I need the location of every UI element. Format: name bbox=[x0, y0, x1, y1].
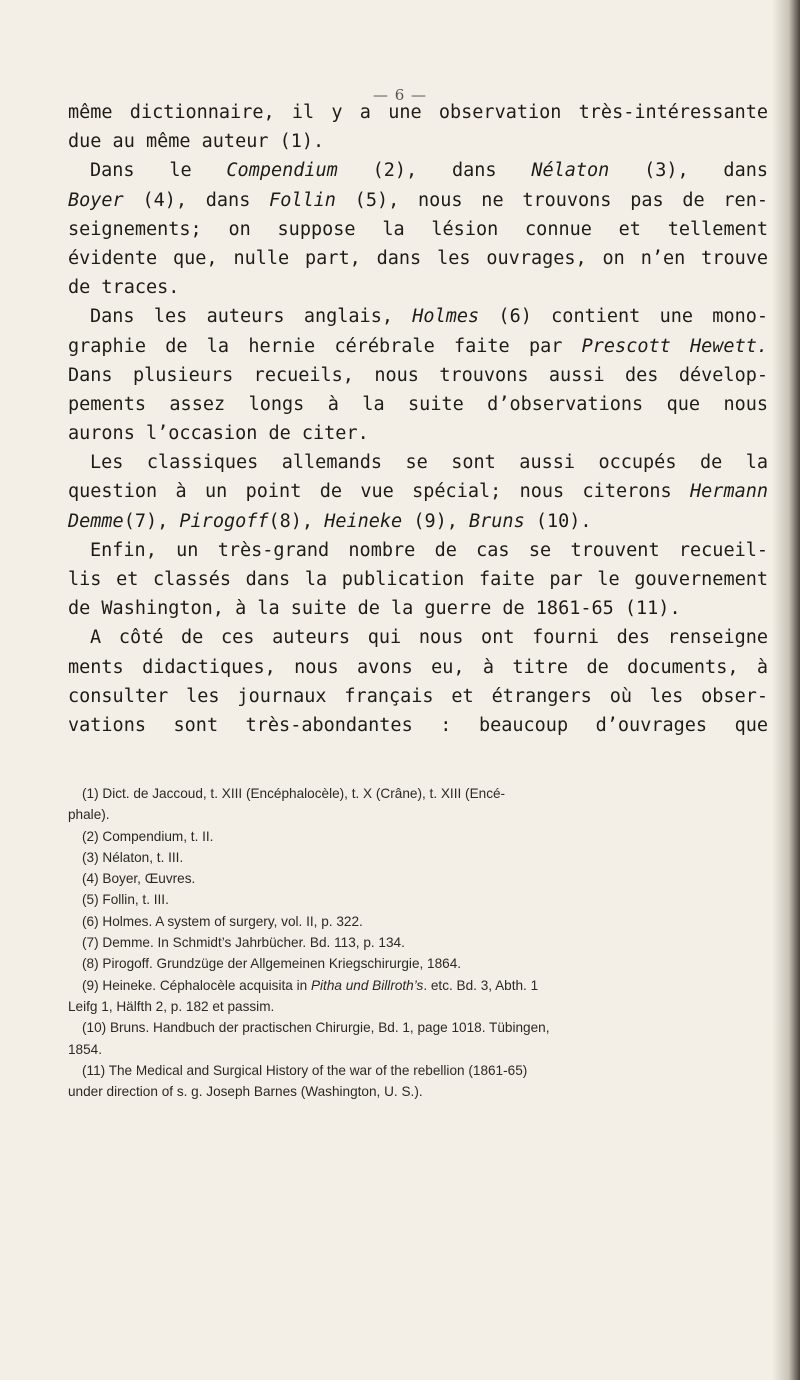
text-segment: (5) Follin, t. III. bbox=[82, 892, 169, 908]
text-segment: Les classiques allemands se sont aussi occupés de la bbox=[90, 452, 768, 474]
italic-text: Pitha und Billroth’s bbox=[310, 977, 424, 993]
page-edge-shadow bbox=[772, 0, 800, 1380]
footnote-line bbox=[68, 868, 768, 889]
text-segment: (4), dans bbox=[123, 189, 270, 211]
footnotes bbox=[68, 783, 768, 1102]
text-line bbox=[68, 390, 768, 419]
text-line bbox=[68, 186, 768, 215]
text-segment: (7), bbox=[123, 510, 180, 532]
text-segment: Dans le bbox=[90, 160, 227, 182]
text-segment: graphie de la hernie cérébrale faite par bbox=[68, 335, 582, 357]
text-line bbox=[68, 507, 768, 536]
text-line bbox=[68, 419, 768, 448]
text-line bbox=[68, 682, 768, 711]
text-line bbox=[68, 302, 768, 331]
text-segment: (8) Pirogoff. Grundzüge der Allgemeinen Kriegschirurgie, 1864. bbox=[82, 956, 462, 972]
text-segment: consulter les journaux français et étrangers où les obser- bbox=[68, 685, 768, 707]
italic-text: Boyer bbox=[68, 189, 124, 211]
text-segment: question à un point de vue spécial; nous citerons bbox=[68, 481, 691, 503]
italic-text: Pirogoff bbox=[179, 510, 269, 532]
italic-text: Nélaton bbox=[531, 160, 610, 182]
text-segment: vations sont très-abondantes : beaucoup d’ouvrages que bbox=[68, 714, 768, 736]
text-line bbox=[68, 448, 768, 477]
text-segment: (4) Boyer, Œuvres. bbox=[82, 871, 196, 887]
text-segment: (10). bbox=[524, 510, 592, 532]
text-segment: A côté de ces auteurs qui nous ont fourni des renseigne bbox=[90, 627, 768, 649]
text-line bbox=[68, 477, 768, 506]
text-line bbox=[68, 361, 768, 390]
text-line bbox=[68, 273, 768, 302]
text-segment: 1854. bbox=[68, 1041, 103, 1057]
footnote-line bbox=[68, 911, 768, 932]
text-segment: aurons l’occasion de citer. bbox=[68, 423, 369, 445]
text-segment: (9) Heineke. Céphalocèle acquisita in bbox=[82, 977, 311, 993]
italic-text: Holmes bbox=[412, 306, 480, 328]
text-segment: (3), dans bbox=[609, 160, 768, 182]
text-line bbox=[68, 711, 768, 740]
footnote-line bbox=[68, 889, 768, 910]
text-line bbox=[68, 332, 768, 361]
text-segment: même dictionnaire, il y a une observation très-intéressante bbox=[68, 102, 768, 123]
text-segment: (1) Dict. de Jaccoud, t. XIII (Encéphalocèle), t. X (Crâne), t. XIII (Encé- bbox=[82, 786, 506, 801]
text-segment: due au même auteur (1). bbox=[68, 131, 325, 153]
text-segment: (9), bbox=[402, 510, 470, 532]
text-segment: (10) Bruns. Handbuch der practischen Chirurgie, Bd. 1, page 1018. Tübingen, bbox=[82, 1020, 550, 1036]
text-line bbox=[68, 98, 768, 127]
text-line bbox=[68, 127, 768, 156]
text-segment: under direction of s. g. Joseph Barnes (Washington, U. S.). bbox=[68, 1084, 423, 1100]
footnote-line bbox=[68, 1039, 768, 1060]
text-segment: seignements; on suppose la lésion connue et tellement bbox=[68, 218, 768, 240]
text-segment: Leifg 1, Hälfth 2, p. 182 et passim. bbox=[68, 998, 275, 1014]
main-text bbox=[68, 98, 768, 740]
text-segment: lis et classés dans la publication faite par le gouvernement bbox=[68, 569, 768, 590]
text-segment: . etc. Bd. 3, Abth. 1 bbox=[423, 977, 539, 993]
text-segment: (2) Compendium, t. II. bbox=[82, 828, 214, 844]
text-line bbox=[68, 653, 768, 682]
text-segment: Enfin, un très-grand nombre de cas se trouvent recueil- bbox=[90, 539, 768, 561]
text-segment: (11) The Medical and Surgical History of the war of the rebellion (1861-65) bbox=[82, 1062, 528, 1078]
text-segment: (2), dans bbox=[337, 160, 532, 182]
text-line bbox=[68, 244, 768, 273]
footnote-line bbox=[68, 932, 768, 953]
footnote-line bbox=[68, 1081, 768, 1102]
text-segment: Dans les auteurs anglais, bbox=[90, 306, 413, 328]
text-segment: (8), bbox=[268, 510, 325, 532]
text-segment: Dans plusieurs recueils, nous trouvons aussi des dévelop- bbox=[68, 364, 768, 386]
italic-text: Bruns bbox=[469, 510, 525, 532]
italic-text: Prescott Hewett. bbox=[581, 335, 768, 357]
italic-text: Heineke bbox=[324, 510, 403, 532]
text-segment: ments didactiques, nous avons eu, à titre de documents, à bbox=[68, 656, 768, 678]
text-line bbox=[68, 594, 768, 623]
italic-text: Demme bbox=[68, 510, 124, 532]
text-segment: phale). bbox=[68, 807, 110, 823]
footnote-line bbox=[68, 1017, 768, 1038]
text-segment: (7) Demme. In Schmidt’s Jahrbücher. Bd. 113, p. 134. bbox=[82, 935, 405, 951]
text-segment: (6) contient une mono- bbox=[479, 306, 768, 328]
footnote-line bbox=[68, 953, 768, 974]
text-line bbox=[68, 215, 768, 244]
text-segment: évidente que, nulle part, dans les ouvrages, on n’en trouve bbox=[68, 247, 768, 269]
text-segment: de traces. bbox=[68, 277, 180, 299]
text-line bbox=[68, 565, 768, 594]
footnote-line bbox=[68, 1060, 768, 1081]
text-line bbox=[68, 536, 768, 565]
text-segment: (6) Holmes. A system of surgery, vol. II, p. 322. bbox=[82, 913, 363, 929]
footnote-line bbox=[68, 826, 768, 847]
page-number: — 6 — bbox=[372, 86, 428, 104]
text-segment: (5), nous ne trouvons pas de ren- bbox=[335, 189, 768, 211]
italic-text: Follin bbox=[269, 189, 336, 211]
footnote-line bbox=[68, 783, 768, 804]
text-line bbox=[68, 156, 768, 185]
text-segment: pements assez longs à la suite d’observations que nous bbox=[68, 393, 768, 415]
italic-text: Hermann bbox=[690, 481, 768, 503]
italic-text: Compendium bbox=[226, 160, 338, 182]
footnote-line bbox=[68, 847, 768, 868]
text-segment: de Washington, à la suite de la guerre de 1861-65 (11). bbox=[68, 598, 681, 620]
footnote-line bbox=[68, 804, 768, 825]
text-line bbox=[68, 623, 768, 652]
footnote-line bbox=[68, 975, 768, 996]
footnote-line bbox=[68, 996, 768, 1017]
text-segment: (3) Nélaton, t. III. bbox=[82, 849, 184, 865]
